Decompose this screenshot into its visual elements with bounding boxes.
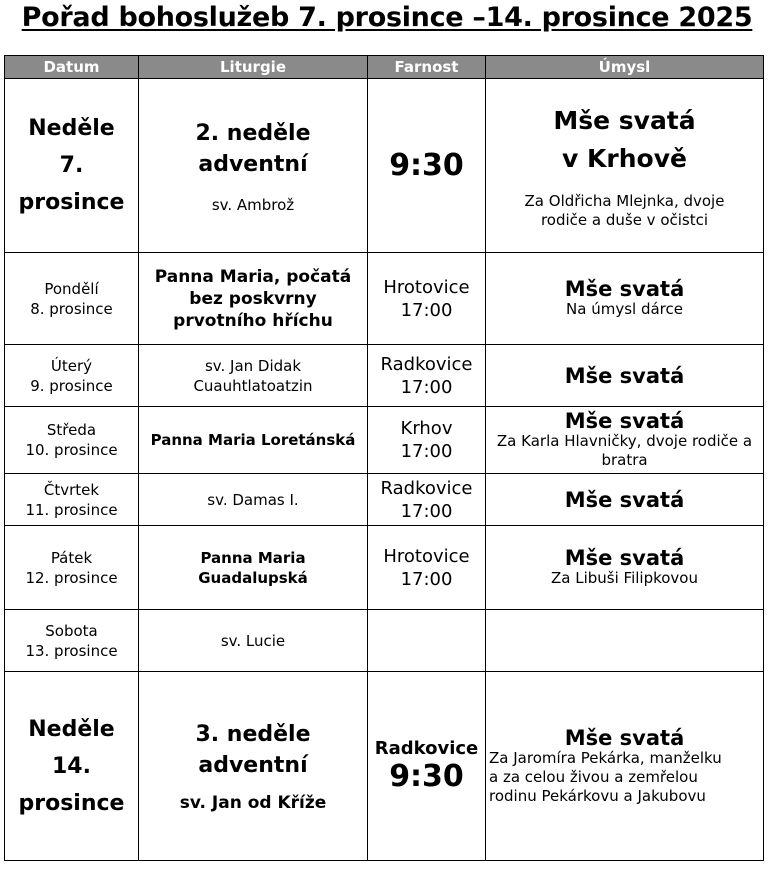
date-value: 10. prosince	[25, 441, 118, 459]
mass-title: Mše svatá	[564, 363, 685, 388]
schedule-table	[4, 55, 764, 861]
day-name: Čtvrtek	[43, 480, 100, 499]
table-row	[5, 610, 764, 672]
day-name: Neděle	[28, 116, 115, 141]
header-umysl: Úmysl	[486, 56, 764, 79]
mass-title: Mše svatá	[564, 487, 685, 512]
table-row	[5, 526, 764, 610]
date-cell	[5, 610, 139, 672]
day-name: Pondělí	[44, 279, 99, 298]
liturgy-cell	[139, 474, 368, 526]
date-cell	[5, 345, 139, 407]
intention-cell	[486, 672, 764, 861]
parish-place: Radkovice	[380, 353, 473, 375]
parish-cell	[368, 345, 486, 407]
mass-time: 9:30	[389, 148, 464, 183]
liturgy-main: 2. neděle adventní	[195, 120, 311, 177]
intention-cell	[486, 526, 764, 610]
day-name: Středa	[46, 421, 97, 439]
liturgy-sub: sv. Ambrož	[211, 195, 295, 214]
date-cell	[5, 407, 139, 474]
date-value: 14. prosince	[18, 753, 125, 816]
page-title: Pořad bohoslužeb 7. prosince –14. prosince 2025	[21, 2, 753, 33]
liturgy-sub: sv. Jan od Kříže	[179, 793, 327, 813]
intention-cell	[486, 474, 764, 526]
liturgy-text: Panna Maria Guadalupská	[198, 548, 308, 587]
table-row	[5, 474, 764, 526]
mass-title: Mše svatá	[564, 277, 685, 301]
intention-text: Za Karla Hlavničky, dvoje rodiče a bratra	[496, 432, 753, 469]
parish-cell	[368, 79, 486, 253]
liturgy-cell	[139, 610, 368, 672]
liturgy-text: sv. Damas I.	[207, 490, 299, 509]
date-cell	[5, 474, 139, 526]
liturgy-cell	[139, 79, 368, 253]
liturgy-text: Panna Maria, počatá bez poskvrny prvotního hříchu	[154, 266, 352, 331]
parish-place: Hrotovice	[383, 276, 470, 298]
intention-cell	[486, 345, 764, 407]
intention-cell	[486, 407, 764, 474]
date-cell	[5, 253, 139, 345]
day-name: Úterý	[50, 356, 93, 375]
intention-text: Za Jaromíra Pekárka, manželku a za celou živou a zemřelou rodinu Pekárkovu a Jakubovu	[489, 748, 722, 805]
mass-time: 17:00	[400, 441, 453, 462]
parish-cell	[368, 526, 486, 610]
parish-cell	[368, 474, 486, 526]
mass-title: Mše svatá	[564, 546, 685, 570]
mass-time: 17:00	[400, 299, 453, 321]
day-name: Sobota	[45, 621, 98, 640]
intention-text: Za Libuši Filipkovou	[551, 569, 698, 587]
intention-text: Na úmysl dárce	[566, 300, 683, 318]
mass-time: 17:00	[400, 376, 453, 398]
intention-cell	[486, 610, 764, 672]
date-value: 13. prosince	[25, 641, 118, 660]
parish-place: Radkovice	[374, 738, 479, 759]
header-liturgie: Liturgie	[139, 56, 368, 79]
parish-cell	[368, 407, 486, 474]
intention-cell	[486, 79, 764, 253]
liturgy-cell	[139, 672, 368, 861]
parish-place: Krhov	[400, 418, 453, 439]
intention-cell	[486, 253, 764, 345]
parish-cell	[368, 610, 486, 672]
parish-cell	[368, 253, 486, 345]
header-farnost: Farnost	[368, 56, 486, 79]
header-row	[5, 56, 764, 79]
mass-title: Mše svatá v Krhově	[553, 105, 696, 173]
liturgy-text: sv. Jan Didak Cuauhtlatoatzin	[193, 356, 313, 395]
mass-title: Mše svatá	[564, 725, 685, 750]
mass-time: 17:00	[400, 568, 453, 590]
mass-title: Mše svatá	[564, 409, 685, 433]
table-row	[5, 672, 764, 861]
liturgy-cell	[139, 526, 368, 610]
header-datum: Datum	[5, 56, 139, 79]
day-name: Pátek	[50, 548, 93, 567]
liturgy-cell	[139, 345, 368, 407]
date-value: 9. prosince	[30, 376, 113, 395]
table-row	[5, 345, 764, 407]
liturgy-cell	[139, 407, 368, 474]
date-value: 11. prosince	[25, 500, 118, 519]
parish-cell	[368, 672, 486, 861]
liturgy-text: sv. Lucie	[220, 631, 286, 650]
day-name: Neděle	[28, 716, 115, 742]
date-cell	[5, 79, 139, 253]
parish-place: Radkovice	[380, 477, 473, 499]
table-row	[5, 79, 764, 253]
liturgy-text: Panna Maria Loretánská	[150, 431, 356, 449]
date-value: 7. prosince	[18, 153, 125, 215]
date-cell	[5, 526, 139, 610]
mass-time: 9:30	[389, 759, 464, 794]
mass-time: 17:00	[400, 500, 453, 522]
liturgy-main: 3. neděle adventní	[195, 722, 311, 778]
date-value: 8. prosince	[30, 299, 113, 318]
table-row	[5, 407, 764, 474]
parish-place: Hrotovice	[383, 545, 470, 567]
date-cell	[5, 672, 139, 861]
liturgy-cell	[139, 253, 368, 345]
table-row	[5, 253, 764, 345]
date-value: 12. prosince	[25, 568, 118, 587]
intention-text: Za Oldřicha Mlejnka, dvoje rodiče a duše v očistci	[524, 191, 725, 229]
